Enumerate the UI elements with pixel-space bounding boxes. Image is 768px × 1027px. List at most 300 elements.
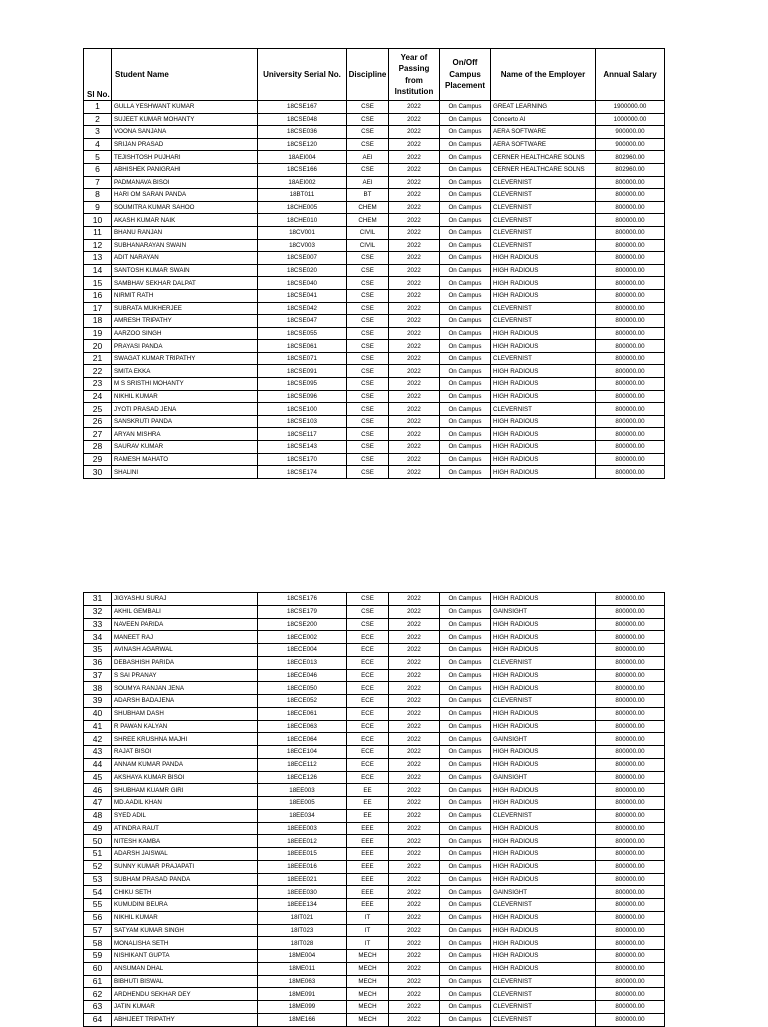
cell-year: 2022 [389,899,440,912]
cell-university-serial: 18ME011 [258,962,347,975]
cell-discipline: EEE [347,899,389,912]
cell-sl-no: 42 [84,733,112,746]
table-row [84,784,665,797]
cell-annual-salary: 800000.00 [596,631,665,644]
cell-discipline: CSE [347,340,389,353]
table-row [84,924,665,937]
cell-university-serial: 18CSE117 [258,428,347,441]
cell-campus-placement: On Campus [440,962,491,975]
table-row [84,315,665,328]
table-row [84,771,665,784]
cell-university-serial: 18CHE010 [258,214,347,227]
cell-annual-salary: 800000.00 [596,644,665,657]
cell-student-name: AVINASH AGARWAL [112,644,258,657]
cell-campus-placement: On Campus [440,911,491,924]
cell-sl-no: 17 [84,302,112,315]
cell-employer: CLEVERNIST [491,201,596,214]
cell-year: 2022 [389,669,440,682]
cell-campus-placement: On Campus [440,835,491,848]
cell-sl-no: 15 [84,277,112,290]
cell-sl-no: 6 [84,163,112,176]
cell-annual-salary: 1000000.00 [596,113,665,126]
cell-sl-no: 60 [84,962,112,975]
cell-discipline: CSE [347,618,389,631]
cell-discipline: CSE [347,441,389,454]
cell-sl-no: 49 [84,822,112,835]
cell-sl-no: 41 [84,720,112,733]
cell-year: 2022 [389,707,440,720]
table-row [84,695,665,708]
cell-annual-salary: 800000.00 [596,835,665,848]
cell-campus-placement: On Campus [440,682,491,695]
cell-university-serial: 18EEE030 [258,886,347,899]
cell-annual-salary: 800000.00 [596,176,665,189]
cell-year: 2022 [389,631,440,644]
cell-annual-salary: 802960.00 [596,163,665,176]
cell-student-name: SAURAV KUMAR [112,441,258,454]
cell-student-name: M S SRISTHI MOHANTY [112,378,258,391]
cell-discipline: ECE [347,695,389,708]
cell-sl-no: 52 [84,860,112,873]
cell-employer: CLEVERNIST [491,975,596,988]
cell-student-name: NITESH KAMBA [112,835,258,848]
cell-university-serial: 18CSE041 [258,289,347,302]
cell-employer: GREAT LEARNING [491,101,596,114]
cell-university-serial: 18EE003 [258,784,347,797]
cell-university-serial: 18ME063 [258,975,347,988]
cell-university-serial: 18CHE005 [258,201,347,214]
cell-campus-placement: On Campus [440,252,491,265]
cell-sl-no: 45 [84,771,112,784]
table-row [84,176,665,189]
cell-discipline: CSE [347,302,389,315]
cell-student-name: PRAYASI PANDA [112,340,258,353]
cell-university-serial: 18ME091 [258,988,347,1001]
cell-discipline: IT [347,937,389,950]
cell-sl-no: 7 [84,176,112,189]
cell-sl-no: 51 [84,848,112,861]
cell-annual-salary: 800000.00 [596,593,665,606]
table-row [84,733,665,746]
cell-annual-salary: 800000.00 [596,797,665,810]
col-header-employer: Name of the Employer [491,49,596,101]
cell-university-serial: 18ECE126 [258,771,347,784]
cell-student-name: AARZOO SINGH [112,327,258,340]
cell-student-name: ADARSH BADAJENA [112,695,258,708]
cell-student-name: SAMBHAV SEKHAR DALPAT [112,277,258,290]
cell-student-name: SANTOSH KUMAR SWAIN [112,264,258,277]
cell-discipline: EE [347,809,389,822]
cell-discipline: CHEM [347,201,389,214]
table-row [84,214,665,227]
cell-discipline: EEE [347,835,389,848]
cell-employer: CLEVERNIST [491,988,596,1001]
cell-campus-placement: On Campus [440,352,491,365]
cell-annual-salary: 800000.00 [596,682,665,695]
cell-year: 2022 [389,822,440,835]
cell-annual-salary: 800000.00 [596,214,665,227]
cell-university-serial: 18CSE061 [258,340,347,353]
cell-discipline: ECE [347,669,389,682]
cell-discipline: ECE [347,656,389,669]
cell-university-serial: 18BT011 [258,189,347,202]
cell-university-serial: 18CSE036 [258,126,347,139]
table-row [84,605,665,618]
cell-year: 2022 [389,1001,440,1014]
cell-student-name: SUBRATA MUKHERJEE [112,302,258,315]
cell-annual-salary: 800000.00 [596,962,665,975]
cell-sl-no: 24 [84,390,112,403]
cell-university-serial: 18CSE091 [258,365,347,378]
cell-discipline: CSE [347,315,389,328]
cell-annual-salary: 800000.00 [596,226,665,239]
cell-student-name: GULLA YESHWANT KUMAR [112,101,258,114]
cell-annual-salary: 800000.00 [596,720,665,733]
cell-discipline: CSE [347,327,389,340]
cell-employer: HIGH RADIOUS [491,277,596,290]
cell-annual-salary: 800000.00 [596,352,665,365]
cell-employer: HIGH RADIOUS [491,340,596,353]
cell-discipline: MECH [347,962,389,975]
cell-university-serial: 18AEI004 [258,151,347,164]
cell-campus-placement: On Campus [440,289,491,302]
cell-year: 2022 [389,176,440,189]
cell-student-name: PADMANAVA BISOI [112,176,258,189]
cell-campus-placement: On Campus [440,101,491,114]
table-row [84,886,665,899]
cell-employer: GAINSIGHT [491,733,596,746]
placement-table-page1 [83,48,665,479]
table-row [84,975,665,988]
cell-annual-salary: 800000.00 [596,1013,665,1026]
cell-employer: HIGH RADIOUS [491,873,596,886]
cell-annual-salary: 800000.00 [596,975,665,988]
cell-student-name: R PAWAN KALYAN [112,720,258,733]
cell-employer: HIGH RADIOUS [491,784,596,797]
cell-employer: HIGH RADIOUS [491,365,596,378]
cell-discipline: EEE [347,873,389,886]
cell-annual-salary: 800000.00 [596,899,665,912]
cell-annual-salary: 800000.00 [596,378,665,391]
cell-discipline: ECE [347,758,389,771]
cell-university-serial: 18ME166 [258,1013,347,1026]
cell-employer: CLEVERNIST [491,403,596,416]
table-row [84,327,665,340]
cell-annual-salary: 800000.00 [596,365,665,378]
cell-campus-placement: On Campus [440,605,491,618]
cell-year: 2022 [389,201,440,214]
cell-annual-salary: 800000.00 [596,302,665,315]
table-body-page1 [84,101,665,479]
cell-student-name: SUBHAM PRASAD PANDA [112,873,258,886]
table-row [84,860,665,873]
cell-employer: HIGH RADIOUS [491,441,596,454]
table-row [84,252,665,265]
cell-campus-placement: On Campus [440,618,491,631]
table-row [84,618,665,631]
cell-student-name: MANEET RAJ [112,631,258,644]
cell-annual-salary: 800000.00 [596,784,665,797]
cell-year: 2022 [389,784,440,797]
cell-annual-salary: 800000.00 [596,390,665,403]
cell-employer: CLEVERNIST [491,226,596,239]
table-body-page2 [84,593,665,1027]
cell-year: 2022 [389,695,440,708]
cell-discipline: CSE [347,252,389,265]
cell-campus-placement: On Campus [440,176,491,189]
cell-campus-placement: On Campus [440,277,491,290]
cell-annual-salary: 800000.00 [596,758,665,771]
cell-discipline: ECE [347,631,389,644]
cell-university-serial: 18CSE042 [258,302,347,315]
table-row [84,988,665,1001]
col-header-student-name: Student Name [112,49,258,101]
cell-employer: HIGH RADIOUS [491,937,596,950]
cell-sl-no: 13 [84,252,112,265]
cell-employer: HIGH RADIOUS [491,327,596,340]
cell-discipline: ECE [347,707,389,720]
cell-campus-placement: On Campus [440,733,491,746]
cell-year: 2022 [389,340,440,353]
cell-sl-no: 28 [84,441,112,454]
cell-campus-placement: On Campus [440,453,491,466]
col-header-university-serial: University Serial No. [258,49,347,101]
cell-sl-no: 21 [84,352,112,365]
cell-discipline: CSE [347,390,389,403]
col-header-year-of-passing: Year of Passing from Institution [389,49,440,101]
table-row [84,644,665,657]
cell-university-serial: 18CSE095 [258,378,347,391]
cell-student-name: NIKHIL KUMAR [112,390,258,403]
cell-annual-salary: 800000.00 [596,771,665,784]
cell-campus-placement: On Campus [440,163,491,176]
cell-discipline: MECH [347,950,389,963]
cell-campus-placement: On Campus [440,340,491,353]
cell-discipline: AEI [347,151,389,164]
cell-university-serial: 18CV001 [258,226,347,239]
table-row [84,835,665,848]
cell-year: 2022 [389,441,440,454]
cell-employer: CLEVERNIST [491,302,596,315]
cell-year: 2022 [389,1013,440,1026]
cell-annual-salary: 800000.00 [596,340,665,353]
cell-discipline: ECE [347,720,389,733]
cell-year: 2022 [389,163,440,176]
cell-student-name: SHUBHAM DASH [112,707,258,720]
cell-university-serial: 18EE034 [258,809,347,822]
cell-employer: HIGH RADIOUS [491,390,596,403]
cell-sl-no: 58 [84,937,112,950]
cell-annual-salary: 800000.00 [596,924,665,937]
cell-student-name: SRIJAN PRASAD [112,138,258,151]
cell-discipline: ECE [347,733,389,746]
table-row [84,415,665,428]
cell-university-serial: 18ECE064 [258,733,347,746]
cell-annual-salary: 800000.00 [596,466,665,479]
cell-student-name: ADIT NARAYAN [112,252,258,265]
cell-employer: HIGH RADIOUS [491,682,596,695]
cell-campus-placement: On Campus [440,822,491,835]
cell-student-name: AMRESH TRIPATHY [112,315,258,328]
cell-sl-no: 25 [84,403,112,416]
table-row [84,113,665,126]
cell-university-serial: 18ECE052 [258,695,347,708]
table-row [84,1001,665,1014]
cell-employer: HIGH RADIOUS [491,911,596,924]
table-row [84,378,665,391]
cell-year: 2022 [389,809,440,822]
cell-employer: HIGH RADIOUS [491,378,596,391]
cell-employer: AERA SOFTWARE [491,138,596,151]
cell-annual-salary: 800000.00 [596,937,665,950]
cell-employer: CLEVERNIST [491,1013,596,1026]
cell-sl-no: 9 [84,201,112,214]
placement-table-page2 [83,592,665,1027]
cell-annual-salary: 800000.00 [596,264,665,277]
cell-student-name: SOUMYA RANJAN JENA [112,682,258,695]
cell-year: 2022 [389,126,440,139]
cell-year: 2022 [389,733,440,746]
cell-discipline: CHEM [347,214,389,227]
cell-university-serial: 18CSE040 [258,277,347,290]
cell-student-name: JATIN KUMAR [112,1001,258,1014]
cell-university-serial: 18ECE104 [258,746,347,759]
cell-annual-salary: 800000.00 [596,403,665,416]
cell-year: 2022 [389,226,440,239]
cell-annual-salary: 800000.00 [596,848,665,861]
cell-sl-no: 53 [84,873,112,886]
cell-annual-salary: 800000.00 [596,988,665,1001]
cell-annual-salary: 800000.00 [596,289,665,302]
cell-campus-placement: On Campus [440,1001,491,1014]
cell-university-serial: 18EEE134 [258,899,347,912]
cell-employer: CLEVERNIST [491,189,596,202]
cell-annual-salary: 800000.00 [596,252,665,265]
cell-university-serial: 18IT021 [258,911,347,924]
cell-discipline: CSE [347,453,389,466]
cell-campus-placement: On Campus [440,126,491,139]
table-row [84,365,665,378]
cell-employer: HIGH RADIOUS [491,289,596,302]
table-row [84,746,665,759]
cell-university-serial: 18CSE055 [258,327,347,340]
col-header-discipline: Discipline [347,49,389,101]
cell-annual-salary: 800000.00 [596,1001,665,1014]
cell-sl-no: 56 [84,911,112,924]
cell-campus-placement: On Campus [440,746,491,759]
table-row [84,390,665,403]
cell-student-name: SATYAM KUMAR SINGH [112,924,258,937]
table-row [84,911,665,924]
cell-discipline: AEI [347,176,389,189]
cell-student-name: AKASH KUMAR NAIK [112,214,258,227]
cell-campus-placement: On Campus [440,758,491,771]
cell-sl-no: 26 [84,415,112,428]
cell-discipline: CSE [347,365,389,378]
cell-campus-placement: On Campus [440,886,491,899]
cell-student-name: SHREE KRUSHNA MAJHI [112,733,258,746]
cell-year: 2022 [389,911,440,924]
cell-sl-no: 5 [84,151,112,164]
cell-year: 2022 [389,239,440,252]
cell-year: 2022 [389,618,440,631]
cell-campus-placement: On Campus [440,848,491,861]
cell-annual-salary: 900000.00 [596,138,665,151]
cell-discipline: ECE [347,771,389,784]
cell-annual-salary: 800000.00 [596,605,665,618]
cell-employer: HIGH RADIOUS [491,593,596,606]
cell-university-serial: 18ECE046 [258,669,347,682]
cell-year: 2022 [389,835,440,848]
cell-campus-placement: On Campus [440,873,491,886]
table-row [84,758,665,771]
cell-student-name: NIKHIL KUMAR [112,911,258,924]
table-row [84,848,665,861]
cell-university-serial: 18CSE179 [258,605,347,618]
cell-university-serial: 18ECE050 [258,682,347,695]
cell-student-name: SUJEET KUMAR MOHANTY [112,113,258,126]
cell-discipline: IT [347,911,389,924]
cell-discipline: CSE [347,428,389,441]
cell-year: 2022 [389,302,440,315]
cell-employer: GAINSIGHT [491,886,596,899]
cell-annual-salary: 800000.00 [596,950,665,963]
cell-employer: HIGH RADIOUS [491,264,596,277]
cell-campus-placement: On Campus [440,720,491,733]
cell-sl-no: 29 [84,453,112,466]
cell-university-serial: 18ECE112 [258,758,347,771]
cell-university-serial: 18CSE007 [258,252,347,265]
cell-sl-no: 36 [84,656,112,669]
cell-employer: CLEVERNIST [491,239,596,252]
cell-discipline: CSE [347,126,389,139]
table-row [84,441,665,454]
cell-campus-placement: On Campus [440,707,491,720]
cell-discipline: CSE [347,264,389,277]
cell-annual-salary: 800000.00 [596,707,665,720]
table-row [84,797,665,810]
table-row [84,720,665,733]
cell-sl-no: 27 [84,428,112,441]
cell-year: 2022 [389,682,440,695]
cell-campus-placement: On Campus [440,466,491,479]
cell-university-serial: 18CSE166 [258,163,347,176]
cell-annual-salary: 800000.00 [596,428,665,441]
cell-campus-placement: On Campus [440,378,491,391]
cell-employer: CLEVERNIST [491,352,596,365]
cell-annual-salary: 800000.00 [596,415,665,428]
cell-university-serial: 18CSE103 [258,415,347,428]
header-row [84,49,665,101]
cell-student-name: SMITA EKKA [112,365,258,378]
cell-discipline: CIVIL [347,239,389,252]
table-row [84,950,665,963]
cell-sl-no: 8 [84,189,112,202]
cell-employer: CLEVERNIST [491,656,596,669]
cell-discipline: MECH [347,1013,389,1026]
cell-employer: HIGH RADIOUS [491,860,596,873]
table-row [84,809,665,822]
cell-sl-no: 34 [84,631,112,644]
cell-university-serial: 18CSE176 [258,593,347,606]
cell-sl-no: 31 [84,593,112,606]
col-header-sl-no: Sl No. [84,49,112,101]
table-row [84,277,665,290]
cell-sl-no: 19 [84,327,112,340]
cell-student-name: SANSKRUTI PANDA [112,415,258,428]
cell-discipline: CIVIL [347,226,389,239]
cell-employer: CLEVERNIST [491,176,596,189]
